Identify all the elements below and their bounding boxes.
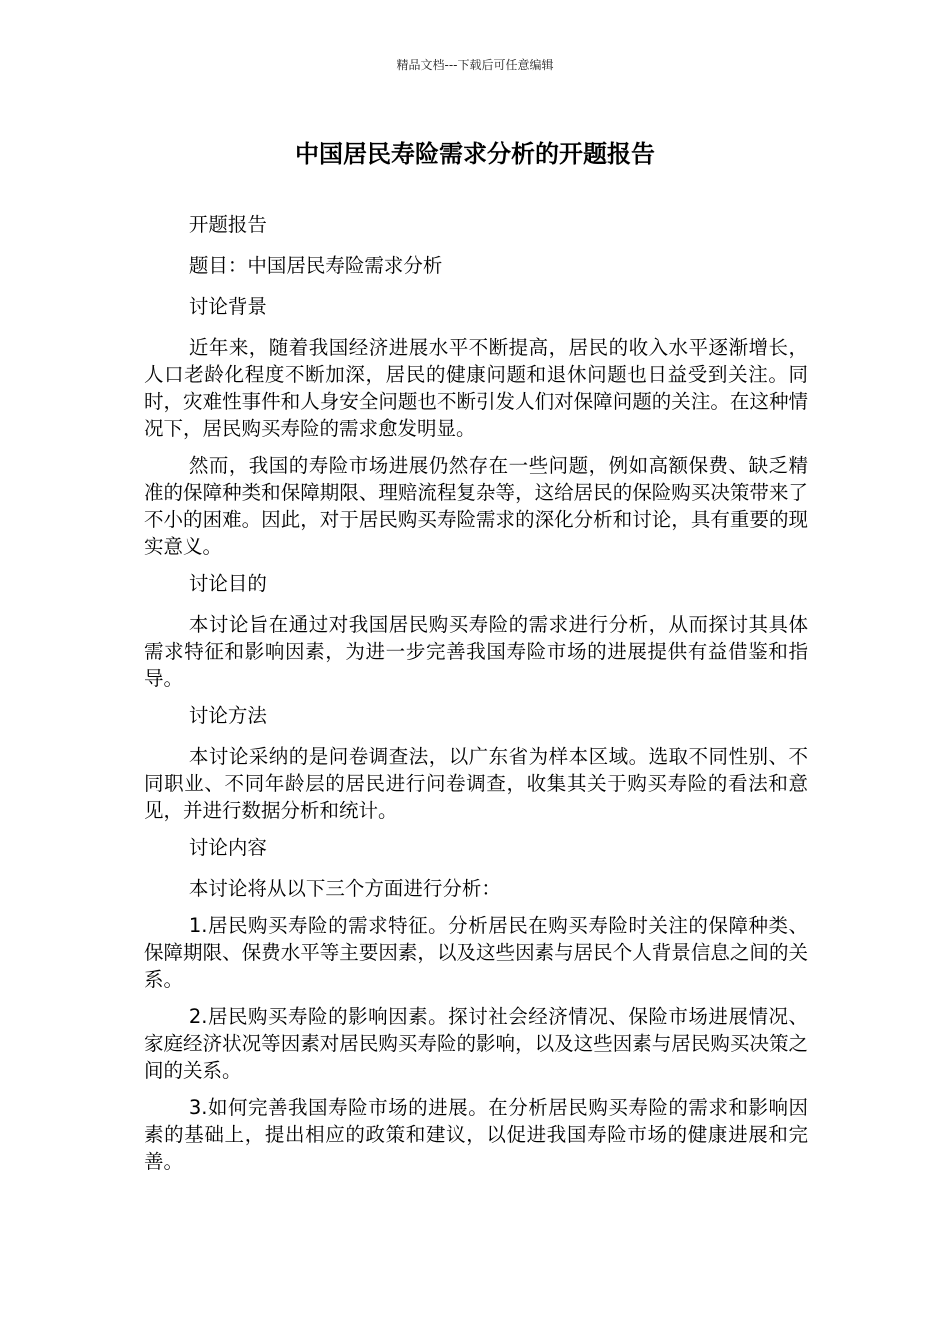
section-label-report: 开题报告 bbox=[188, 213, 267, 236]
content-item-3: 3.如何完善我国寿险市场的进展。在分析居民购买寿险的需求和影响因素的基础上，提出相应的政策和建议，以促进我国寿险市场的健康进展和完善。 bbox=[144, 1096, 808, 1173]
background-paragraph-2: 然而，我国的寿险市场进展仍然存在一些问题，例如高额保费、缺乏精准的保障种类和保障期限、理赔流程复杂等，这给居民的保险购买决策带来了不小的困难。因此，对于居民购买寿险需求的深化分析和讨论，具有重要的现实意义。 bbox=[144, 454, 808, 558]
section-heading-method: 讨论方法 bbox=[188, 704, 267, 727]
section-heading-background: 讨论背景 bbox=[188, 295, 267, 318]
section-heading-content: 讨论内容 bbox=[188, 836, 267, 859]
section-heading-purpose: 讨论目的 bbox=[188, 572, 267, 595]
content-item-1: 1.居民购买寿险的需求特征。分析居民在购买寿险时关注的保障种类、保障期限、保费水平等主要因素，以及这些因素与居民个人背景信息之间的关系。 bbox=[144, 914, 808, 991]
purpose-paragraph: 本讨论旨在通过对我国居民购买寿险的需求进行分析，从而探讨其具体需求特征和影响因素，为进一步完善我国寿险市场的进展提供有益借鉴和指导。 bbox=[144, 613, 808, 690]
topic-line: 题目：中国居民寿险需求分析 bbox=[188, 254, 443, 277]
content-item-2: 2.居民购买寿险的影响因素。探讨社会经济情况、保险市场进展情况、家庭经济状况等因素对居民购买寿险的影响，以及这些因素与居民购买决策之间的关系。 bbox=[144, 1005, 808, 1082]
page-header-note: 精品文档---下载后可任意编辑 bbox=[396, 58, 554, 72]
method-paragraph: 本讨论采纳的是问卷调查法，以广东省为样本区域。选取不同性别、不同职业、不同年龄层的居民进行问卷调查，收集其关于购买寿险的看法和意见，并进行数据分析和统计。 bbox=[144, 745, 808, 822]
background-paragraph-1: 近年来，随着我国经济进展水平不断提高，居民的收入水平逐渐增长，人口老龄化程度不断加深，居民的健康问题和退休问题也日益受到关注。同时，灾难性事件和人身安全问题也不断引发人们对保障问题的关注。在这种情况下，居民购买寿险的需求愈发明显。 bbox=[144, 336, 808, 440]
document-title: 中国居民寿险需求分析的开题报告 bbox=[295, 140, 655, 168]
content-intro-paragraph: 本讨论将从以下三个方面进行分析： bbox=[188, 877, 501, 900]
document-body bbox=[144, 211, 808, 1185]
